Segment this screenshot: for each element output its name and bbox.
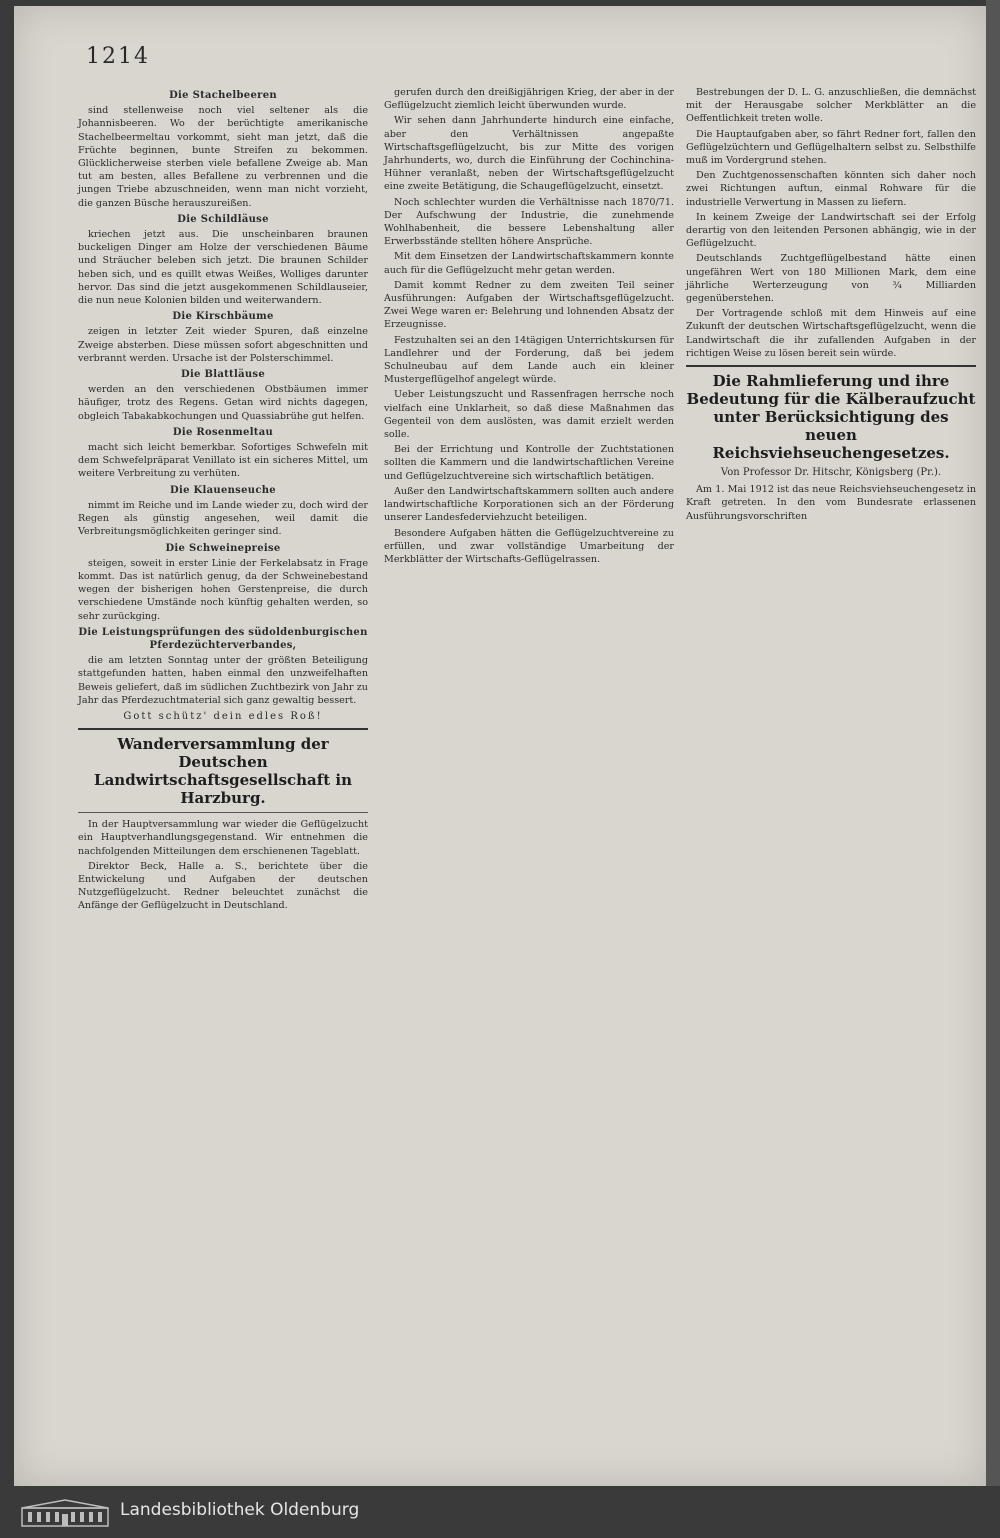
paragraph: macht sich leicht bemerkbar. Sofortiges Schwefeln mit dem Schwefelpräparat Venillato ist ein sicheres Mittel, um weitere Verbreitung zu verhüten. (78, 442, 368, 480)
paragraph: Der Vortragende schloß mit dem Hinweis auf eine Zukunft der deutschen Wirtschaftsgeflügelzucht, wenn die Landwirtschaft die ihr zufallenden Aufgaben in der richtigen Weise zu lösen bereit sein würde. (686, 308, 976, 359)
paragraph: In der Hauptversammlung war wieder die Geflügelzucht ein Hauptverhandlungsgegenstand. Wir entnehmen die nachfolgenden Mitteilungen dem erschienenen Tageblatt. (78, 819, 368, 857)
column-1 (78, 86, 368, 915)
paragraph: werden an den verschiedenen Obstbäumen immer häufiger, trotz des Regens. Getan wird nichts dagegen, obgleich Tabakabkochungen und Quassiabrühe gut helfen. (78, 384, 368, 422)
article-headline: Die Rahmlieferung und ihre Bedeutung für die Kälberaufzucht unter Berücksichtigung des neuen Reichsviehseuchengesetzes. (686, 372, 976, 463)
paragraph: nimmt im Reiche und im Lande wieder zu, doch wird der Regen als günstig angesehen, weil damit die Verbreitungsmöglichkeiten geringer sind. (78, 499, 368, 538)
section-heading: Die Schweinepreise (165, 542, 281, 554)
article-headline: Wanderversammlung der Deutschen Landwirtschaftsgesellschaft in Harzburg. (94, 735, 352, 808)
section-heading: Die Schildläuse (177, 213, 269, 225)
column-3 (686, 86, 976, 525)
section-heading: Die Kirschbäume (172, 311, 274, 323)
paragraph: Damit kommt Redner zu dem zweiten Teil seiner Ausführungen: Aufgaben der Wirtschaftsgeflügelzucht. Zwei Wege waren er: Belehrung und lohnenden Absatz der Erzeugnisse. (384, 279, 674, 331)
page-number: 1214 (86, 44, 150, 69)
closing-greeting: Gott schütz' dein edles Roß! (123, 710, 323, 722)
section-heading: Die Blattläuse (180, 369, 266, 381)
paragraph: Direktor Beck, Halle a. S., berichtete über die Entwickelung und Aufgaben der deutschen Nutzgeflügelzucht. Redner beleuchtet zunächst die Anfänge der Geflügelzucht in Deutschland. (78, 860, 368, 912)
paragraph: zeigen in letzter Zeit wieder Spuren, daß einzelne Zweige absterben. Diese müssen sofort abgeschnitten und verbrannt werden. Ursache ist der Polsterschimmel. (78, 326, 368, 364)
section-heading: Die Leistungsprüfungen des südoldenburgischen Pferdezüchterverbandes, (78, 626, 368, 651)
paragraph: sind stellenweise noch viel seltener als die Johannisbeeren. Wo der berüchtigte amerikanische Stachelbeermeltau vorkommt, sieht man jetzt, daß die Früchte beginnen, bunte Streifen zu bekommen. Glücklicherweise sterben viele befallene Zweige ab. Man tut am besten, alles Befallene zu verbrennen und die jungen Triebe abzuschneiden, wenn man nicht vorzieht, die ganzen Büsche herauszureißen. (78, 105, 368, 209)
paragraph: steigen, soweit in erster Linie der Ferkelabsatz in Frage kommt. Das ist natürlich genug, da der Schweinebestand wegen der bisherigen hohen Gerstenpreise, die durch verschiedene Umstände noch künftig gehalten werden, so sehr zurückging. (78, 557, 368, 622)
paragraph: Noch schlechter wurden die Verhältnisse nach 1870/71. Der Aufschwung der Industrie, die zunehmende Wohlhabenheit, die bessere Lebenshaltung aller Erwerbsstände stellten höhere Ansprüche. (384, 196, 674, 248)
paragraph: kriechen jetzt aus. Die unscheinbaren braunen buckeligen Dinger am Holze der verschiedenen Bäume und Sträucher beleben sich jetzt. Die braunen Schilder heben sich, und es quillt etwas Weißes, Wolliges darunter hervor. Das sind die jetzt ausgekommenen Schildlauseier, die nun neue Kolonien bilden und weiterwandern. (78, 229, 368, 307)
library-name: Landesbibliothek Oldenburg (120, 1500, 360, 1520)
column-2 (384, 86, 674, 568)
paragraph: Den Zuchtgenossenschaften könnten sich daher noch zwei Richtungen auftun, einmal Rohware für die industrielle Verwertung in Massen zu liefern. (686, 170, 976, 208)
section-heading: Die Stachelbeeren (169, 90, 277, 101)
paragraph: Mit dem Einsetzen der Landwirtschaftskammern konnte auch für die Geflügelzucht mehr getan werden. (384, 251, 674, 276)
scan-edge (986, 0, 1000, 1486)
divider (78, 812, 368, 813)
paragraph: gerufen durch den dreißigjährigen Krieg, der aber in der Geflügelzucht ziemlich leicht überwunden wurde. (384, 87, 674, 112)
paragraph: Besondere Aufgaben hätten die Geflügelzuchtvereine zu erfüllen, und zwar vollständige Umarbeitung der Merkblätter der Wirtschafts-Geflügelrassen. (384, 527, 674, 565)
footer-bar (0, 1486, 1000, 1538)
section-heading: Die Rosenmeltau (172, 426, 274, 438)
byline: Von Professor Dr. Hitschr, Königsberg (Pr.). (720, 467, 942, 479)
divider (78, 728, 368, 730)
paragraph: In keinem Zweige der Landwirtschaft sei der Erfolg derartig von den leitenden Personen abhängig, wie in der Geflügelzucht. (686, 211, 976, 250)
library-building-icon (20, 1498, 110, 1528)
paragraph: Am 1. Mai 1912 ist das neue Reichsviehseuchengesetz in Kraft getreten. In den vom Bundesrate erlassenen Ausführungsvorschriften (686, 484, 976, 522)
divider (686, 365, 976, 367)
paragraph: Die Hauptaufgaben aber, so fährt Redner fort, fallen den Geflügelzüchtern und Geflügelhaltern selbst zu. Selbsthilfe muß im Vordergrund stehen. (686, 128, 976, 167)
section-heading: Die Klauenseuche (170, 484, 276, 496)
paragraph: Festzuhalten sei an den 14tägigen Unterrichtskursen für Landlehrer und der Forderung, daß bei jedem Schulneubau auf dem Lande auch ein kleiner Mustergeflügelhof angelegt würde. (384, 334, 674, 386)
paragraph: Ueber Leistungszucht und Rassenfragen herrsche noch vielfach eine Unklarheit, so daß diese Maßnahmen das Gegenteil von dem auslösten, was damit erzielt werden solle. (384, 389, 674, 441)
paragraph: Deutschlands Zuchtgeflügelbestand hätte einen ungefähren Wert von 180 Millionen Mark, dem eine jährliche Werterzeugung von ¾ Milliarden gegenüberstehen. (686, 253, 976, 305)
paragraph: Außer den Landwirtschaftskammern sollten auch andere landwirtschaftliche Korporationen sich an der Förderung unserer Landesfederviehzucht beteiligen. (384, 485, 674, 524)
paragraph: Bestrebungen der D. L. G. anzuschließen, die demnächst mit der Herausgabe solcher Merkblätter an die Oeffentlichkeit treten wolle. (686, 87, 976, 125)
paragraph: die am letzten Sonntag unter der größten Beteiligung stattgefunden hatten, haben einmal den unzweifelhaften Beweis geliefert, daß im südlichen Zuchtbezirk von Jahr zu Jahr das Pferdezuchtmaterial sich ganz gewaltig bessert. (78, 655, 368, 706)
newspaper-page (14, 6, 986, 1486)
paragraph: Wir sehen dann Jahrhunderte hindurch eine einfache, aber den Verhältnissen angepaßte Wirtschaftsgeflügelzucht, bis zur Mitte des vorigen Jahrhunderts, wo, durch die Einführung der Cochinchina-Hühner veranlaßt, neben der Wirtschaftsgeflügelzucht eine zweite Betätigung, die Schaugeflügelzucht, einsetzt. (384, 115, 674, 193)
paragraph: Bei der Errichtung und Kontrolle der Zuchtstationen sollten die Kammern und die landwirtschaftlichen Vereine und Geflügelzuchtvereine sich wirtschaftlich betätigen. (384, 444, 674, 482)
